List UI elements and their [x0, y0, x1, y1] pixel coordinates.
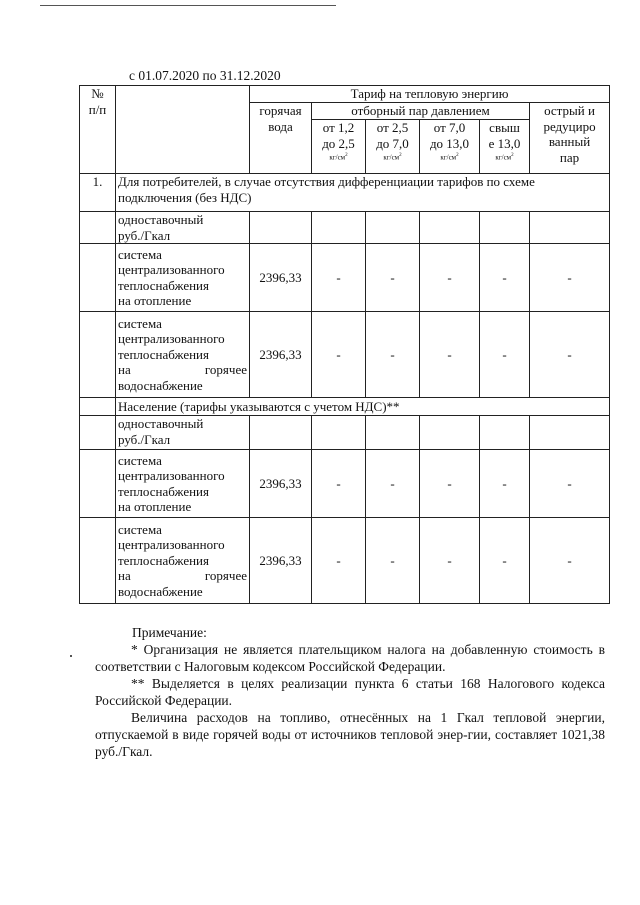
heating-line4: на отопление [118, 293, 192, 308]
empty-cell [420, 416, 480, 450]
dash-cell: - [366, 244, 420, 312]
hws-line5: водоснабжение [118, 377, 203, 393]
pressure-2-line2: до 7,0 [376, 135, 409, 151]
pressure-unit [314, 151, 363, 162]
table-row [80, 244, 610, 312]
header-hot-water-line2: вода [268, 118, 293, 134]
section-2-text: Население (тарифы указываются с учетом НДС)** [116, 398, 610, 416]
dash-cell: - [480, 244, 530, 312]
heating-line3: теплоснабжения [118, 277, 209, 293]
hws-line3: теплоснабжения [118, 552, 209, 568]
tariff-period: с 01.07.2020 по 31.12.2020 [129, 68, 281, 83]
empty-cell [80, 212, 116, 244]
hws-line4-a: на [118, 568, 131, 584]
dash-cell: - [480, 312, 530, 398]
table-row [80, 518, 610, 604]
section-row-1 [80, 174, 610, 212]
table-row [80, 450, 610, 518]
dash-cell: - [530, 312, 610, 398]
top-rule [40, 5, 336, 6]
empty-cell [80, 416, 116, 450]
dash-cell: - [530, 450, 610, 518]
heating-line1: система [118, 452, 162, 468]
pressure-unit-text: кг/см [383, 153, 400, 162]
header-tariff-title: Тариф на тепловую энергию [250, 86, 610, 103]
empty-cell [80, 450, 116, 518]
pressure-1-line2: до 2,5 [322, 135, 355, 151]
dash-cell: - [530, 518, 610, 604]
hws-line4-a: на [118, 362, 131, 378]
header-number-label: п/п [88, 101, 107, 117]
single-rate-line1: одноставочный [118, 416, 204, 431]
header-sharp-steam-line3: ванный [548, 134, 591, 149]
hws-line4 [118, 362, 247, 378]
hws-line5: водоснабжение [118, 583, 203, 599]
empty-cell [80, 312, 116, 398]
dash-cell: - [366, 518, 420, 604]
pressure-unit-text: кг/см [495, 153, 512, 162]
pressure-unit-sup: 2 [511, 153, 514, 158]
header-number-cell [80, 86, 116, 174]
pressure-unit-text: кг/см [440, 153, 457, 162]
header-sharp-steam-line4: пар [559, 149, 580, 165]
header-hot-water [250, 103, 312, 174]
empty-cell [480, 416, 530, 450]
pressure-3-line1: от 7,0 [433, 120, 466, 135]
dash-cell: - [366, 450, 420, 518]
hws-line4-b: горячее [204, 568, 247, 584]
empty-cell [312, 416, 366, 450]
dash-cell: - [312, 312, 366, 398]
table-row [80, 212, 610, 244]
note-2: ** Выделяется в целях реализации пункта 6 статьи 168 Налогового кодекса Российской Федерации. [95, 676, 605, 708]
header-extraction-steam: отборный пар давлением [312, 103, 530, 120]
heating-line2: централизованного [118, 468, 225, 483]
hws-label [116, 518, 250, 604]
pressure-unit-sup: 2 [456, 153, 459, 158]
header-empty-cell [116, 86, 250, 174]
header-pressure-4 [480, 120, 530, 174]
row-number: 1. [80, 174, 116, 212]
dash-cell: - [420, 518, 480, 604]
header-pressure-1 [312, 120, 366, 174]
table-row [80, 312, 610, 398]
pressure-unit [422, 151, 477, 162]
empty-cell [250, 416, 312, 450]
dash-cell: - [480, 518, 530, 604]
single-rate-line1: одноставочный [118, 212, 204, 227]
heating-line1: система [118, 246, 162, 262]
pressure-4-line1: свыш [489, 120, 520, 135]
header-sharp-steam [530, 103, 610, 174]
empty-cell [250, 212, 312, 244]
empty-cell [80, 244, 116, 312]
hws-line4-b: горячее [204, 362, 247, 378]
header-sharp-steam-line1: острый и [544, 103, 595, 118]
pressure-unit-text: кг/см [329, 153, 346, 162]
heating-line2: централизованного [118, 262, 225, 277]
pressure-2-line1: от 2,5 [376, 120, 409, 135]
notes-title: Примечание: [132, 625, 207, 640]
dash-cell: - [420, 244, 480, 312]
empty-cell [366, 212, 420, 244]
hws-line2: централизованного [118, 331, 225, 347]
section-1-text [116, 174, 610, 212]
empty-cell [366, 416, 420, 450]
single-rate-unit: руб./Гкал [118, 227, 171, 243]
pressure-unit-sup: 2 [345, 153, 348, 158]
heating-line3: теплоснабжения [118, 483, 209, 499]
hws-line3: теплоснабжения [118, 346, 209, 362]
pressure-4-line2: е 13,0 [488, 135, 521, 151]
section-1-line2: подключения (без НДС) [118, 189, 252, 205]
header-row-1 [80, 86, 610, 103]
hws-label [116, 312, 250, 398]
scan-speck [70, 655, 72, 657]
fuel-cost-note: Величина расходов на топливо, отнесённых на 1 Гкал тепловой энергии, отпускаемой в виде горячей воды от источников тепловой энер-гии, составляет 1021,38 руб./Гкал. [95, 710, 605, 759]
single-rate-label [116, 416, 250, 450]
pressure-3-line2: до 13,0 [429, 135, 470, 151]
single-rate-unit: руб./Гкал [118, 431, 171, 447]
hws-line1: система [118, 521, 162, 537]
empty-cell [480, 212, 530, 244]
hws-line2: централизованного [118, 537, 225, 553]
heating-label [116, 244, 250, 312]
section-1-line1: Для потребителей, в случае отсутствия дифференциации тарифов по схеме [118, 174, 535, 189]
dash-cell: - [530, 244, 610, 312]
empty-cell [80, 398, 116, 416]
hot-water-value: 2396,33 [250, 450, 312, 518]
header-sharp-steam-line2: редуциро [543, 118, 596, 134]
dash-cell: - [420, 312, 480, 398]
hws-line1: система [118, 315, 162, 331]
heating-line4: на отопление [118, 499, 192, 514]
header-pressure-2 [366, 120, 420, 174]
heating-label [116, 450, 250, 518]
hot-water-value: 2396,33 [250, 518, 312, 604]
empty-cell [530, 212, 610, 244]
header-pressure-3 [420, 120, 480, 174]
dash-cell: - [366, 312, 420, 398]
pressure-unit [482, 151, 527, 162]
empty-cell [80, 518, 116, 604]
dash-cell: - [312, 450, 366, 518]
pressure-unit [368, 151, 417, 162]
section-row-2 [80, 398, 610, 416]
notes-block [95, 624, 605, 760]
dash-cell: - [480, 450, 530, 518]
tariff-table-container [79, 85, 609, 604]
pressure-1-line1: от 1,2 [322, 120, 355, 135]
table-row [80, 416, 610, 450]
empty-cell [312, 212, 366, 244]
hws-line4 [118, 568, 247, 584]
header-hot-water-line1: горячая [259, 103, 302, 118]
dash-cell: - [420, 450, 480, 518]
tariff-table [79, 85, 610, 604]
pressure-unit-sup: 2 [399, 153, 402, 158]
dash-cell: - [312, 244, 366, 312]
dash-cell: - [312, 518, 366, 604]
hot-water-value: 2396,33 [250, 312, 312, 398]
header-number-symbol: № [91, 86, 104, 101]
note-1: * Организация не является плательщиком налога на добавленную стоимость в соответствии с Налоговым кодексом Российской Федерации. [95, 642, 605, 674]
single-rate-label [116, 212, 250, 244]
hot-water-value: 2396,33 [250, 244, 312, 312]
empty-cell [420, 212, 480, 244]
empty-cell [530, 416, 610, 450]
